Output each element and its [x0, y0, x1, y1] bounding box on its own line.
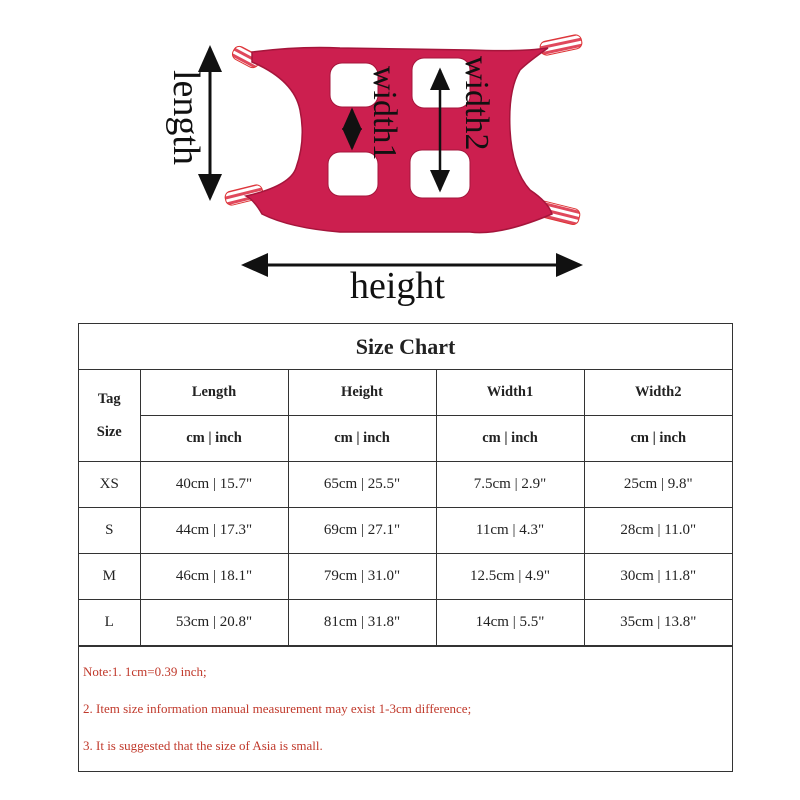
width2-cell: 25cm | 9.8"	[584, 462, 732, 508]
tag-header-line2: Size	[96, 423, 122, 440]
length-cell: 44cm | 17.3"	[140, 508, 288, 554]
unit-label: cm | inch	[584, 416, 732, 462]
size-cell: M	[79, 554, 140, 600]
column-header-width1: Width1	[436, 370, 584, 416]
unit-label: cm | inch	[436, 416, 584, 462]
unit-label: cm | inch	[288, 416, 436, 462]
width1-cell: 11cm | 4.3"	[436, 508, 584, 554]
size-cell: XS	[79, 462, 140, 508]
width1-cell: 12.5cm | 4.9"	[436, 554, 584, 600]
chart-title: Size Chart	[79, 324, 732, 370]
column-header-width2: Width2	[584, 370, 732, 416]
product-diagram	[0, 0, 800, 310]
length-cell: 40cm | 15.7"	[140, 462, 288, 508]
column-header-length: Length	[140, 370, 288, 416]
length-label: length	[165, 70, 207, 165]
header-row	[79, 370, 732, 416]
table-row	[79, 508, 732, 554]
note-3: 3. It is suggested that the size of Asia is small.	[83, 738, 323, 753]
table-row	[79, 554, 732, 600]
note-2: 2. Item size information manual measurement may exist 1-3cm difference;	[83, 701, 472, 716]
width2-cell: 28cm | 11.0"	[584, 508, 732, 554]
tag-size-header	[79, 370, 140, 462]
width2-cell: 30cm | 11.8"	[584, 554, 732, 600]
tag-header-line1: Tag	[97, 390, 121, 407]
note-1: Note:1. 1cm=0.39 inch;	[83, 664, 207, 679]
table-row	[79, 462, 732, 508]
width1-label: width1	[366, 66, 403, 161]
unit-label: cm | inch	[140, 416, 288, 462]
notes-section	[79, 646, 732, 764]
width1-cell: 7.5cm | 2.9"	[436, 462, 584, 508]
size-cell: L	[79, 600, 140, 646]
height-label: height	[350, 265, 445, 307]
height-cell: 69cm | 27.1"	[288, 508, 436, 554]
unit-row	[79, 416, 732, 462]
table-row	[79, 600, 732, 646]
height-cell: 65cm | 25.5"	[288, 462, 436, 508]
column-header-height: Height	[288, 370, 436, 416]
size-table	[79, 370, 732, 646]
size-chart	[78, 323, 733, 772]
width1-cell: 14cm | 5.5"	[436, 600, 584, 646]
height-cell: 81cm | 31.8"	[288, 600, 436, 646]
width2-label: width2	[458, 56, 495, 151]
length-cell: 46cm | 18.1"	[140, 554, 288, 600]
size-cell: S	[79, 508, 140, 554]
width2-cell: 35cm | 13.8"	[584, 600, 732, 646]
height-cell: 79cm | 31.0"	[288, 554, 436, 600]
length-cell: 53cm | 20.8"	[140, 600, 288, 646]
